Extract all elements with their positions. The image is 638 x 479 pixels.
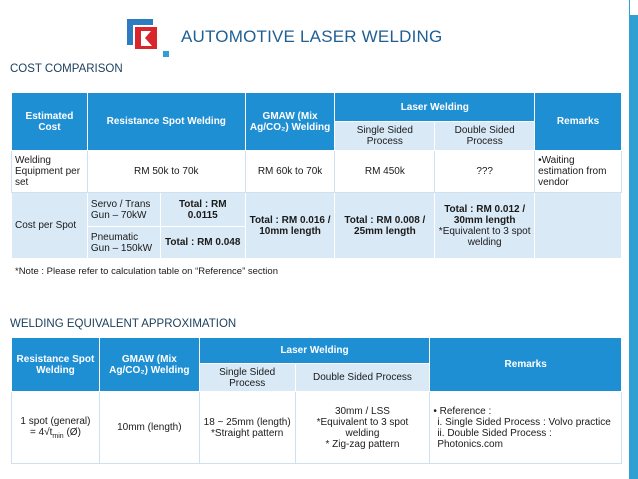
weld-equivalent-table: [11, 337, 622, 464]
cell-remarks: [430, 392, 622, 464]
cell-resistance: [12, 392, 100, 464]
cell-double: [295, 392, 430, 464]
cell-resistance: RM 50k to 70k: [87, 151, 245, 193]
table-row: [12, 151, 622, 193]
double-line2: *Equivalent to 3 spot welding: [316, 416, 409, 439]
cost-comparison-heading: COST COMPARISON: [10, 63, 123, 75]
double-note: *Equivalent to 3 spot welding: [438, 225, 531, 248]
header-resistance: Resistance Spot Welding: [87, 93, 245, 151]
remark-1: • Reference :: [433, 405, 492, 417]
right-accent-bar-top: [629, 0, 638, 15]
cell-double-cost: [435, 193, 535, 259]
header-remarks: Remarks: [430, 338, 622, 392]
header-resistance: Resistance Spot Welding: [12, 338, 100, 392]
cell-gmaw: 10mm (length): [99, 392, 199, 464]
cell-servo-label: Servo / Trans Gun – 70kW: [87, 193, 160, 227]
formula-sub: min: [52, 432, 64, 440]
double-line1: 30mm / LSS: [334, 405, 390, 417]
cell-single-cost: Total : RM 0.008 / 25mm length: [335, 193, 435, 259]
cell-remarks-empty: [535, 193, 622, 259]
header-laser: Laser Welding: [335, 93, 535, 122]
cell-pneu-label: Pneumatic Gun – 150kW: [87, 227, 160, 259]
header-gmaw: GMAW (Mix Ag/CO₂) Welding: [99, 338, 199, 392]
single-line2: *Straight pattern: [211, 427, 284, 439]
cell-single: [199, 392, 295, 464]
header-estimated-cost: Estimated Cost: [12, 93, 88, 151]
formula-symbol: (Ø): [63, 426, 81, 438]
right-accent-bar: [629, 0, 638, 479]
header-double-sided: Double Sided Process: [435, 122, 535, 151]
double-line3: * Zig-zag pattern: [325, 438, 400, 450]
remark-3: ii. Double Sided Process : Photonics.com: [437, 427, 552, 450]
resistance-formula: [15, 427, 96, 440]
header-gmaw: GMAW (Mix Ag/CO₂) Welding: [245, 93, 335, 151]
table-row: [12, 392, 622, 464]
cell-single: RM 450k: [335, 151, 435, 193]
header-single-sided: Single Sided Process: [335, 122, 435, 151]
cell-double: ???: [435, 151, 535, 193]
cell-gmaw: RM 60k to 70k: [245, 151, 335, 193]
table-note: *Note : Please refer to calculation table on “Reference” section: [15, 266, 278, 277]
header-remarks: Remarks: [535, 93, 622, 151]
row-label: Cost per Spot: [12, 193, 88, 259]
table-row: [12, 193, 622, 227]
remark-2: i. Single Sided Process : Volvo practice: [437, 416, 611, 428]
row-label: Welding Equipment per set: [12, 151, 88, 193]
company-logo-icon: [127, 19, 171, 59]
header-double-sided: Double Sided Process: [295, 364, 430, 392]
page-title: AUTOMOTIVE LASER WELDING: [181, 27, 443, 46]
header-laser: Laser Welding: [199, 338, 430, 364]
formula-text: = 4√t: [29, 426, 53, 438]
cell-pneu-total: Total : RM 0.048: [160, 227, 245, 259]
cell-servo-total: Total : RM 0.0115: [160, 193, 245, 227]
cell-remarks: •Waiting estimation from vendor: [535, 151, 622, 193]
weld-equivalent-heading: WELDING EQUIVALENT APPROXIMATION: [10, 318, 237, 330]
header-single-sided: Single Sided Process: [199, 364, 295, 392]
double-total: Total : RM 0.012 / 30mm length: [444, 203, 526, 226]
single-line1: 18 ~ 25mm (length): [203, 416, 291, 428]
cost-comparison-table: [11, 92, 622, 259]
resistance-line1: 1 spot (general): [20, 415, 91, 427]
cell-gmaw-cost: Total : RM 0.016 / 10mm length: [245, 193, 335, 259]
